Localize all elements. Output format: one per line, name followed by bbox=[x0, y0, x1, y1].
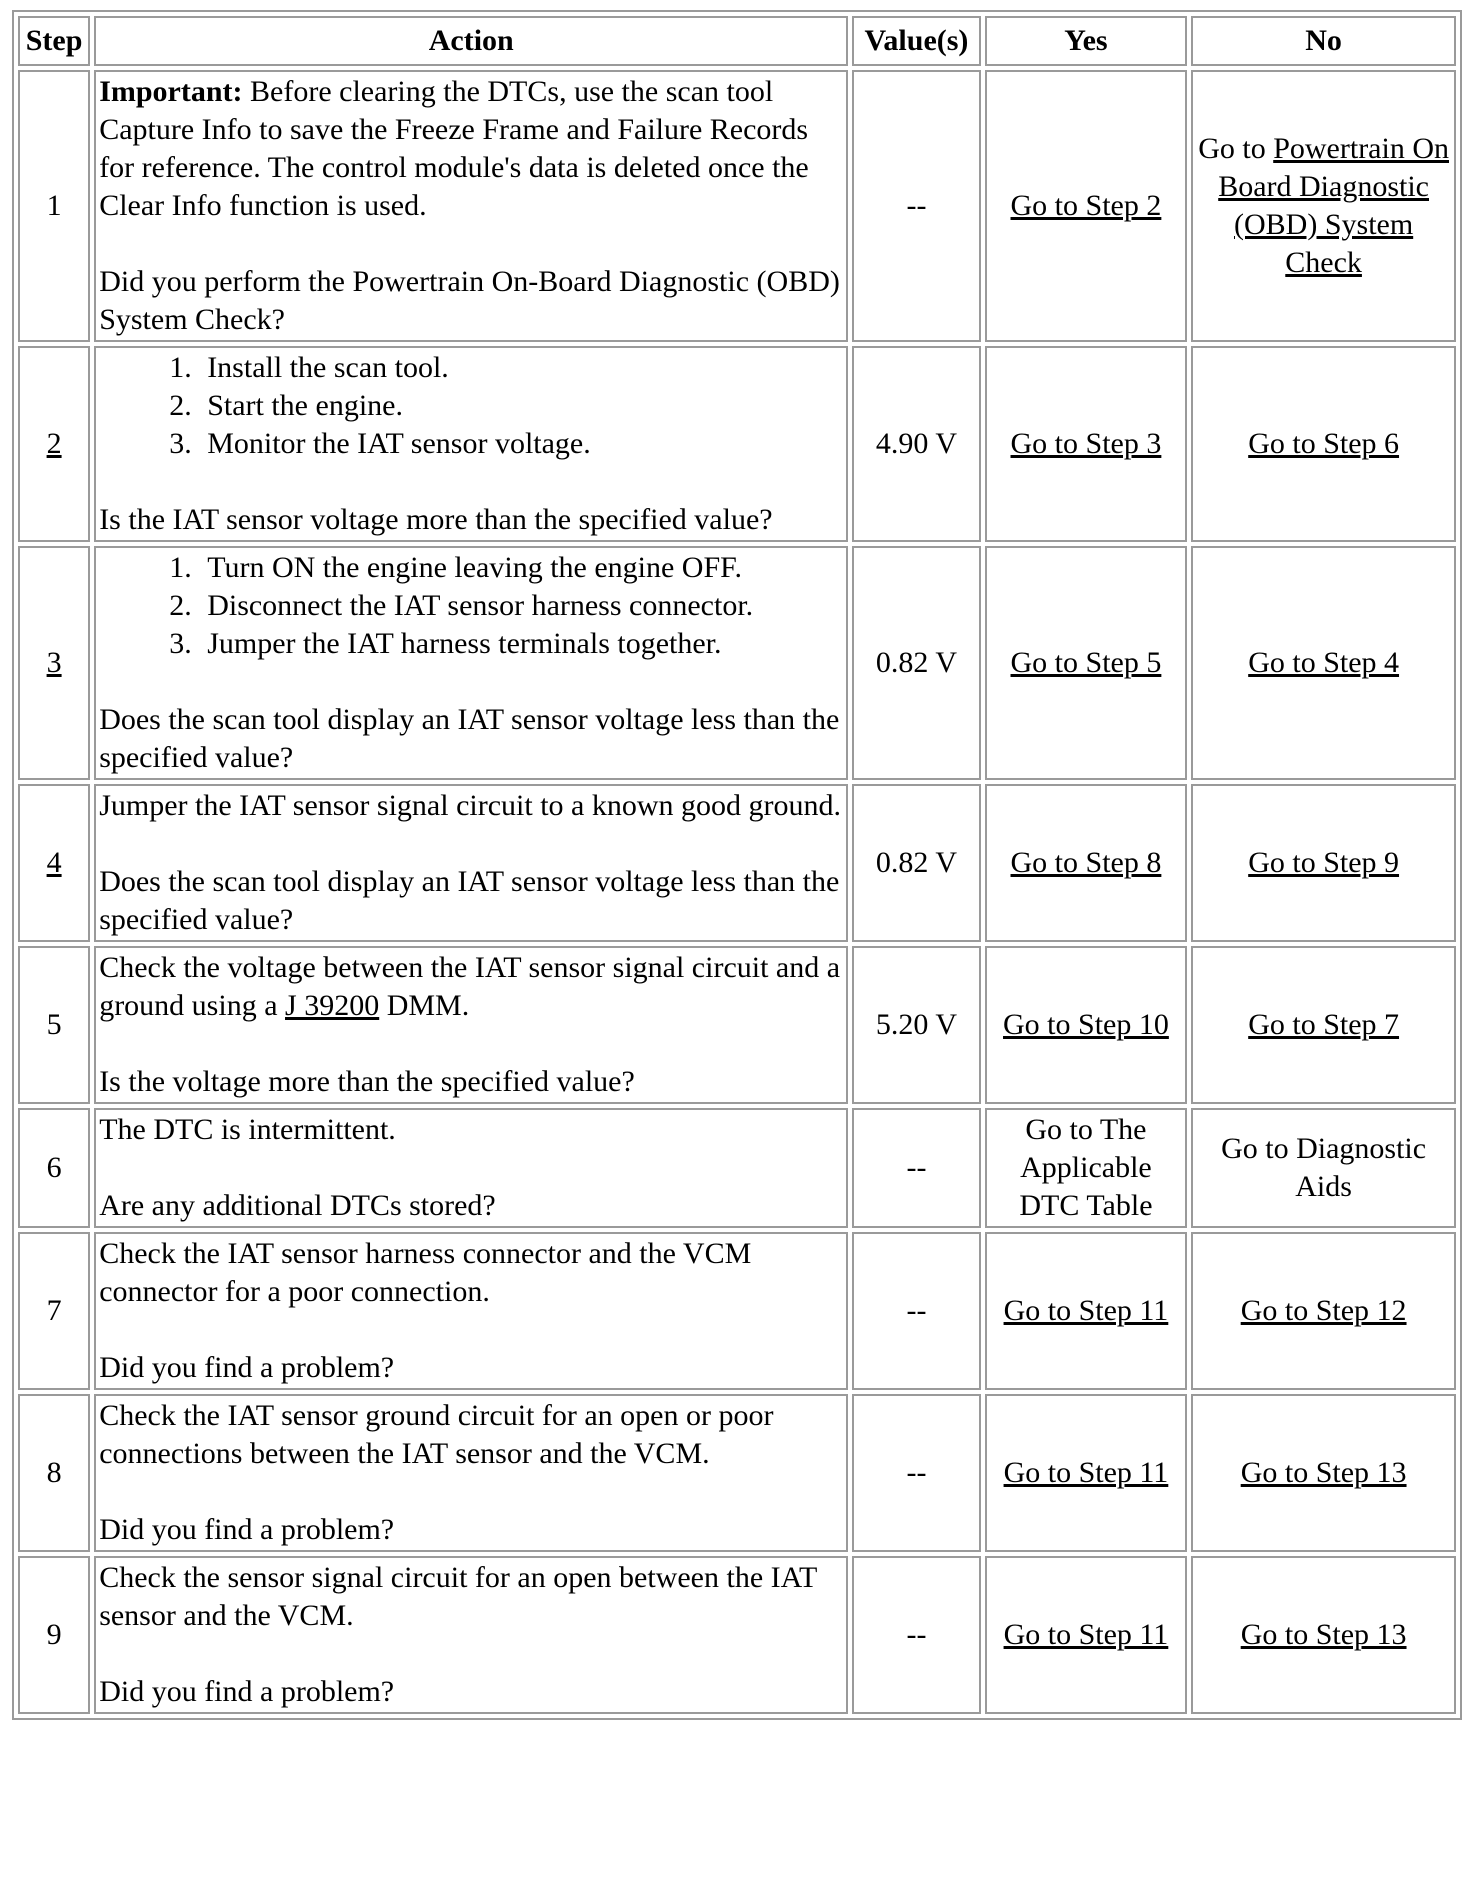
action-list bbox=[99, 549, 843, 663]
step-cell bbox=[18, 784, 90, 942]
list-item: 1. Turn ON the engine leaving the engine OFF. bbox=[199, 549, 843, 587]
action-cell bbox=[94, 1108, 848, 1228]
table-row bbox=[18, 1394, 1456, 1552]
no-cell bbox=[1191, 346, 1456, 542]
value-cell: -- bbox=[852, 70, 980, 342]
question-text: Did you perform the Powertrain On-Board Diagnostic (OBD) System Check? bbox=[99, 265, 840, 336]
question-text: Did you find a problem? bbox=[99, 1513, 395, 1546]
table-row bbox=[18, 784, 1456, 942]
table-row bbox=[18, 1108, 1456, 1228]
no-link[interactable]: Go to Step 7 bbox=[1248, 1008, 1400, 1041]
question-text: Did you find a problem? bbox=[99, 1351, 395, 1384]
step-number: 8 bbox=[18, 1394, 90, 1552]
list-item: 2. Start the engine. bbox=[199, 387, 843, 425]
value-cell: 5.20 V bbox=[852, 946, 980, 1104]
value-cell: -- bbox=[852, 1556, 980, 1714]
step-number: 6 bbox=[18, 1108, 90, 1228]
header-row bbox=[18, 16, 1456, 66]
action-text: Jumper the IAT sensor signal circuit to a known good ground. bbox=[99, 789, 842, 822]
yes-cell bbox=[985, 784, 1188, 942]
question-text: Is the voltage more than the specified value? bbox=[99, 1065, 635, 1098]
yes-link[interactable]: Go to Step 11 bbox=[1003, 1456, 1169, 1489]
yes-link[interactable]: Go to Step 5 bbox=[1010, 646, 1162, 679]
no-prefix: Go to bbox=[1198, 132, 1274, 165]
value-cell: 4.90 V bbox=[852, 346, 980, 542]
action-text: Check the IAT sensor ground circuit for an open or poor connections between the IAT sensor and the VCM. bbox=[99, 1399, 774, 1470]
no-cell bbox=[1191, 946, 1456, 1104]
table-row bbox=[18, 1556, 1456, 1714]
action-before: Check the voltage between the IAT sensor signal circuit and a ground using a bbox=[99, 951, 841, 1022]
no-link[interactable]: Powertrain On Board Diagnostic (OBD) System Check bbox=[1218, 132, 1449, 279]
step-cell bbox=[18, 546, 90, 780]
yes-cell bbox=[985, 1232, 1188, 1390]
no-cell bbox=[1191, 1556, 1456, 1714]
step-cell bbox=[18, 346, 90, 542]
yes-cell bbox=[985, 946, 1188, 1104]
yes-cell bbox=[985, 1394, 1188, 1552]
yes-cell bbox=[985, 70, 1188, 342]
yes-link[interactable]: Go to Step 2 bbox=[1010, 189, 1162, 222]
step-link[interactable]: 3 bbox=[46, 646, 62, 679]
header-step: Step bbox=[18, 16, 90, 66]
list-item: 2. Disconnect the IAT sensor harness connector. bbox=[199, 587, 843, 625]
step-number: 1 bbox=[18, 70, 90, 342]
action-cell bbox=[94, 1394, 848, 1552]
action-text: The DTC is intermittent. bbox=[99, 1113, 396, 1146]
no-cell: Go to Diagnostic Aids bbox=[1191, 1108, 1456, 1228]
value-cell: 0.82 V bbox=[852, 784, 980, 942]
no-link[interactable]: Go to Step 13 bbox=[1240, 1456, 1407, 1489]
no-link[interactable]: Go to Step 6 bbox=[1248, 427, 1400, 460]
step-link[interactable]: 2 bbox=[46, 427, 62, 460]
no-cell bbox=[1191, 546, 1456, 780]
question-text: Is the IAT sensor voltage more than the specified value? bbox=[99, 503, 773, 536]
no-cell bbox=[1191, 1394, 1456, 1552]
table-row bbox=[18, 1232, 1456, 1390]
yes-cell bbox=[985, 346, 1188, 542]
step-number: 7 bbox=[18, 1232, 90, 1390]
no-cell bbox=[1191, 70, 1456, 342]
no-cell bbox=[1191, 1232, 1456, 1390]
action-text bbox=[99, 73, 843, 225]
no-link[interactable]: Go to Step 4 bbox=[1248, 646, 1400, 679]
action-cell bbox=[94, 70, 848, 342]
tool-link[interactable]: J 39200 bbox=[285, 989, 380, 1022]
table-row bbox=[18, 946, 1456, 1104]
action-cell bbox=[94, 946, 848, 1104]
action-cell bbox=[94, 346, 848, 542]
step-link[interactable]: 4 bbox=[46, 846, 62, 879]
no-link[interactable]: Go to Step 12 bbox=[1240, 1294, 1407, 1327]
header-action: Action bbox=[94, 16, 848, 66]
action-text: Check the sensor signal circuit for an open between the IAT sensor and the VCM. bbox=[99, 1561, 817, 1632]
action-text bbox=[99, 949, 843, 1025]
table-row bbox=[18, 346, 1456, 542]
no-cell bbox=[1191, 784, 1456, 942]
yes-link[interactable]: Go to Step 3 bbox=[1010, 427, 1162, 460]
header-no: No bbox=[1191, 16, 1456, 66]
list-item: 3. Monitor the IAT sensor voltage. bbox=[199, 425, 843, 463]
step-number: 9 bbox=[18, 1556, 90, 1714]
value-cell: -- bbox=[852, 1108, 980, 1228]
question-text: Did you find a problem? bbox=[99, 1675, 395, 1708]
action-cell bbox=[94, 1556, 848, 1714]
yes-link[interactable]: Go to Step 11 bbox=[1003, 1618, 1169, 1651]
yes-link[interactable]: Go to Step 10 bbox=[1003, 1008, 1169, 1041]
important-label: Important: bbox=[99, 75, 243, 108]
action-text: Check the IAT sensor harness connector and the VCM connector for a poor connection. bbox=[99, 1237, 752, 1308]
question-text: Are any additional DTCs stored? bbox=[99, 1189, 496, 1222]
value-cell: -- bbox=[852, 1394, 980, 1552]
action-cell bbox=[94, 784, 848, 942]
header-values: Value(s) bbox=[852, 16, 980, 66]
no-link[interactable]: Go to Step 9 bbox=[1248, 846, 1400, 879]
yes-link[interactable]: Go to Step 8 bbox=[1010, 846, 1162, 879]
action-after: DMM. bbox=[379, 989, 470, 1022]
yes-cell bbox=[985, 1556, 1188, 1714]
table-row bbox=[18, 70, 1456, 342]
list-item: 3. Jumper the IAT harness terminals together. bbox=[199, 625, 843, 663]
step-number: 5 bbox=[18, 946, 90, 1104]
question-text: Does the scan tool display an IAT sensor voltage less than the specified value? bbox=[99, 703, 840, 774]
table-row bbox=[18, 546, 1456, 780]
header-yes: Yes bbox=[985, 16, 1188, 66]
no-link[interactable]: Go to Step 13 bbox=[1240, 1618, 1407, 1651]
value-cell: 0.82 V bbox=[852, 546, 980, 780]
question-text: Does the scan tool display an IAT sensor voltage less than the specified value? bbox=[99, 865, 840, 936]
yes-cell: Go to The Applicable DTC Table bbox=[985, 1108, 1188, 1228]
action-list bbox=[99, 349, 843, 463]
action-cell bbox=[94, 1232, 848, 1390]
value-cell: -- bbox=[852, 1232, 980, 1390]
yes-cell bbox=[985, 546, 1188, 780]
action-intro: Before clearing the DTCs, use the scan tool Capture Info to save the Freeze Frame and Failure Records for reference. The control module's data is deleted once the Clear Info function is used. bbox=[99, 75, 809, 222]
yes-link[interactable]: Go to Step 11 bbox=[1003, 1294, 1169, 1327]
list-item: 1. Install the scan tool. bbox=[199, 349, 843, 387]
action-cell bbox=[94, 546, 848, 780]
diagnostic-table bbox=[12, 10, 1462, 1720]
